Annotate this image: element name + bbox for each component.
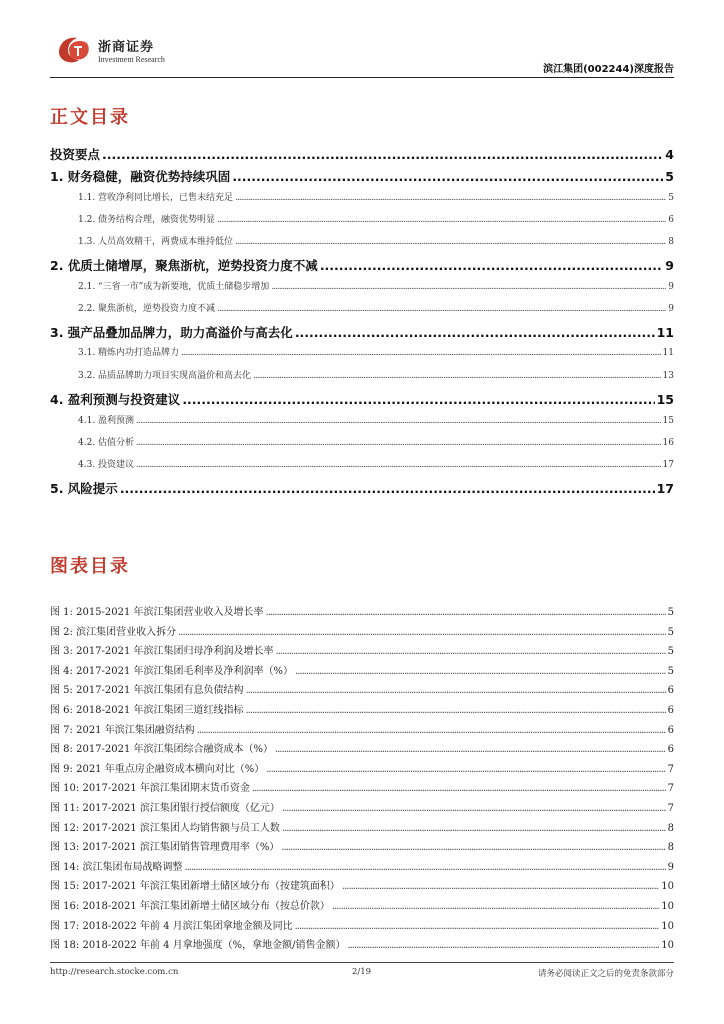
dot-leader xyxy=(197,725,666,736)
toc-entry[interactable] xyxy=(50,435,674,448)
dot-leader xyxy=(332,901,659,912)
toc-entry-page: 15 xyxy=(662,416,674,426)
footer-divider xyxy=(50,962,674,963)
toc-entry-label: 5. 风险提示 xyxy=(50,481,118,496)
dot-leader xyxy=(178,627,666,638)
dot-leader xyxy=(266,607,666,618)
dot-leader xyxy=(120,481,655,496)
dot-leader xyxy=(136,460,661,470)
toc-entry-label: 4. 盈利预测与投资建议 xyxy=(50,392,181,407)
figure-entry-label: 图 12: 2017-2021 滨江集团人均销售额与员工人数 xyxy=(50,823,280,834)
toc-entry-label: 4.3. 投资建议 xyxy=(78,460,135,470)
toc-entry-page: 9 xyxy=(668,282,674,292)
figure-entry[interactable] xyxy=(50,603,674,618)
figure-entry-page: 10 xyxy=(661,901,674,912)
page-header xyxy=(50,30,674,74)
figure-entry[interactable] xyxy=(50,662,674,677)
toc-entry[interactable] xyxy=(50,279,674,292)
figure-entry-page: 5 xyxy=(667,666,674,677)
toc-entry[interactable] xyxy=(50,413,674,426)
figure-entry-page: 6 xyxy=(667,705,674,716)
toc-entry-page: 5 xyxy=(668,193,674,203)
dot-leader xyxy=(253,371,661,381)
toc-entry-page: 17 xyxy=(662,460,674,470)
toc-entry[interactable] xyxy=(50,145,674,163)
toc-entry-page: 11 xyxy=(656,325,674,340)
toc-entry-label: 3.1. 精炼内功打造品牌力 xyxy=(78,348,180,358)
figure-entry[interactable] xyxy=(50,681,674,696)
dot-leader xyxy=(276,646,666,657)
toc-entry-page: 16 xyxy=(662,438,674,448)
toc-entry[interactable] xyxy=(50,301,674,314)
toc-entry-label: 4.2. 估值分析 xyxy=(78,438,135,448)
figure-entry[interactable] xyxy=(50,897,674,912)
figure-entry-label: 图 13: 2017-2021 滨江集团销售管理费用率（%） xyxy=(50,842,280,853)
figure-entry-label: 图 10: 2017-2021 年滨江集团期末货币资金 xyxy=(50,783,250,794)
footer-url[interactable]: http://research.stocke.com.cn xyxy=(50,967,179,977)
figure-entry-label: 图 6: 2018-2021 年滨江集团三道红线指标 xyxy=(50,705,244,716)
figure-entry[interactable] xyxy=(50,701,674,716)
dot-leader xyxy=(266,764,665,775)
dot-leader xyxy=(282,823,666,834)
figure-entry-page: 10 xyxy=(661,940,674,951)
figure-entry[interactable] xyxy=(50,877,674,892)
dot-leader xyxy=(320,258,663,273)
toc-entry[interactable] xyxy=(50,190,674,203)
toc-entry-label: 1.3. 人员高效精干，两费成本维持低位 xyxy=(78,237,234,247)
toc-entry[interactable] xyxy=(50,323,674,341)
toc-entry-label: 3. 强产品叠加品牌力，助力高溢价与高去化 xyxy=(50,325,293,340)
figure-entry[interactable] xyxy=(50,936,674,951)
toc-entry[interactable] xyxy=(50,167,674,185)
figure-entry-page: 6 xyxy=(667,744,674,755)
toc-entry-label: 3.2. 品质品牌助力项目实现高溢价和高去化 xyxy=(78,371,252,381)
figure-entry-label: 图 5: 2017-2021 年滨江集团有息负债结构 xyxy=(50,685,244,696)
toc-entry[interactable] xyxy=(50,212,674,225)
figure-entry-label: 图 16: 2018-2021 年滨江集团新增土储区域分布（按总价款） xyxy=(50,901,330,912)
toc-entry-label: 投资要点 xyxy=(50,147,101,162)
dot-leader xyxy=(217,215,666,225)
toc-entry-label: 1. 财务稳健，融资优势持续巩固 xyxy=(50,169,231,184)
dot-leader xyxy=(342,881,659,892)
figure-entry-page: 7 xyxy=(667,803,674,814)
dot-leader xyxy=(136,416,661,426)
dot-leader xyxy=(275,744,666,755)
figure-entry[interactable] xyxy=(50,799,674,814)
figure-entry[interactable] xyxy=(50,917,674,932)
figure-entry-page: 5 xyxy=(667,627,674,638)
toc-entry-label: 1.1. 营收净利同比增长，已售未结充足 xyxy=(78,193,234,203)
dot-leader xyxy=(295,921,660,932)
figure-entry-page: 7 xyxy=(667,783,674,794)
toc-entry[interactable] xyxy=(50,479,674,497)
toc-entry-page: 9 xyxy=(665,258,674,273)
dot-leader xyxy=(217,304,666,314)
dot-leader xyxy=(181,348,661,358)
figure-entry-page: 5 xyxy=(667,607,674,618)
dot-leader xyxy=(184,862,665,873)
dot-leader xyxy=(235,237,666,247)
toc-entry-label: 2. 优质土储增厚，聚焦浙杭，逆势投资力度不减 xyxy=(50,258,318,273)
toc-entry-page: 6 xyxy=(668,215,674,225)
header-divider xyxy=(50,77,674,78)
page-number: 2/19 xyxy=(352,967,372,977)
figure-entry-label: 图 3: 2017-2021 年滨江集团归母净利润及增长率 xyxy=(50,646,274,657)
dot-leader xyxy=(232,169,663,184)
figure-entry-label: 图 9: 2021 年重点房企融资成本横向对比（%） xyxy=(50,764,265,775)
toc-entry-label: 1.2. 债务结构合理，融资优势明显 xyxy=(78,215,216,225)
figure-entry-label: 图 14: 滨江集团布局战略调整 xyxy=(50,862,183,873)
dot-leader xyxy=(348,940,660,951)
figure-entry-label: 图 1: 2015-2021 年滨江集团营业收入及增长率 xyxy=(50,607,264,618)
figure-entry[interactable] xyxy=(50,779,674,794)
toc-entry-page: 13 xyxy=(662,371,674,381)
dot-leader xyxy=(295,325,655,340)
figure-entry-page: 5 xyxy=(667,646,674,657)
toc-entry[interactable] xyxy=(50,390,674,408)
toc-entry-page: 5 xyxy=(665,169,674,184)
report-title: 滨江集团(002244)深度报告 xyxy=(543,64,674,75)
dot-leader xyxy=(136,438,661,448)
figure-entry-page: 10 xyxy=(661,881,674,892)
figure-entry[interactable] xyxy=(50,623,674,638)
toc-entry-page: 11 xyxy=(662,348,674,358)
figure-entry-label: 图 4: 2017-2021 年滨江集团毛利率及净利润率（%） xyxy=(50,666,294,677)
toc-entry[interactable] xyxy=(50,457,674,470)
figures-title: 图表目录 xyxy=(50,556,130,577)
footer-disclaimer: 请务必阅读正文之后的免责条款部分 xyxy=(537,969,674,979)
toc-entry-page: 8 xyxy=(668,237,674,247)
figure-entry[interactable] xyxy=(50,642,674,657)
toc-title: 正文目录 xyxy=(50,107,130,128)
figure-entry[interactable] xyxy=(50,760,674,775)
dot-leader xyxy=(246,685,666,696)
toc-entry-label: 2.1. “三省一市”成为新要地，优质土储稳步增加 xyxy=(78,282,270,292)
broker-logo-icon xyxy=(55,34,91,66)
figure-entry-label: 图 11: 2017-2021 滨江集团银行授信额度（亿元） xyxy=(50,803,280,814)
dot-leader xyxy=(295,666,666,677)
dot-leader xyxy=(182,392,654,407)
broker-subtitle: Investment Research xyxy=(98,55,165,64)
figure-entry-page: 6 xyxy=(667,725,674,736)
figure-entry[interactable] xyxy=(50,858,674,873)
figure-entry-label: 图 18: 2018-2022 年前 4 月拿地强度（%，拿地金额/销售金额） xyxy=(50,940,346,951)
broker-name: 浙商证券 xyxy=(98,40,155,55)
toc-entry[interactable] xyxy=(50,256,674,274)
figure-entry[interactable] xyxy=(50,740,674,755)
toc-entry[interactable] xyxy=(50,234,674,247)
figure-entry[interactable] xyxy=(50,838,674,853)
dot-leader xyxy=(102,147,663,162)
dot-leader xyxy=(252,783,666,794)
dot-leader xyxy=(281,842,665,853)
dot-leader xyxy=(271,282,666,292)
figure-entry-label: 图 15: 2017-2021 年滨江集团新增土储区域分布（按建筑面积） xyxy=(50,881,340,892)
figure-entry-page: 6 xyxy=(667,685,674,696)
toc-entry-page: 15 xyxy=(656,392,674,407)
figure-entry-label: 图 2: 滨江集团营业收入拆分 xyxy=(50,627,177,638)
toc-entry-page: 4 xyxy=(665,147,674,162)
toc-entry-label: 2.2. 聚焦浙杭，逆势投资力度不减 xyxy=(78,304,216,314)
figure-entry-label: 图 7: 2021 年滨江集团融资结构 xyxy=(50,725,195,736)
figure-entry[interactable] xyxy=(50,721,674,736)
figure-entry-page: 7 xyxy=(667,764,674,775)
figure-entry-label: 图 8: 2017-2021 年滨江集团综合融资成本（%） xyxy=(50,744,274,755)
dot-leader xyxy=(246,705,666,716)
toc-entry-page: 9 xyxy=(668,304,674,314)
toc-entry-label: 4.1. 盈利预测 xyxy=(78,416,135,426)
figure-entry-page: 9 xyxy=(667,862,674,873)
figure-entry-label: 图 17: 2018-2022 年前 4 月滨江集团拿地金额及同比 xyxy=(50,921,293,932)
toc-entry[interactable] xyxy=(50,368,674,381)
figure-entry-page: 10 xyxy=(661,921,674,932)
dot-leader xyxy=(282,803,666,814)
figure-entry[interactable] xyxy=(50,819,674,834)
dot-leader xyxy=(235,193,666,203)
figure-entry-page: 8 xyxy=(667,842,674,853)
toc-entry-page: 17 xyxy=(656,481,674,496)
toc-entry[interactable] xyxy=(50,345,674,358)
figure-entry-page: 8 xyxy=(667,823,674,834)
